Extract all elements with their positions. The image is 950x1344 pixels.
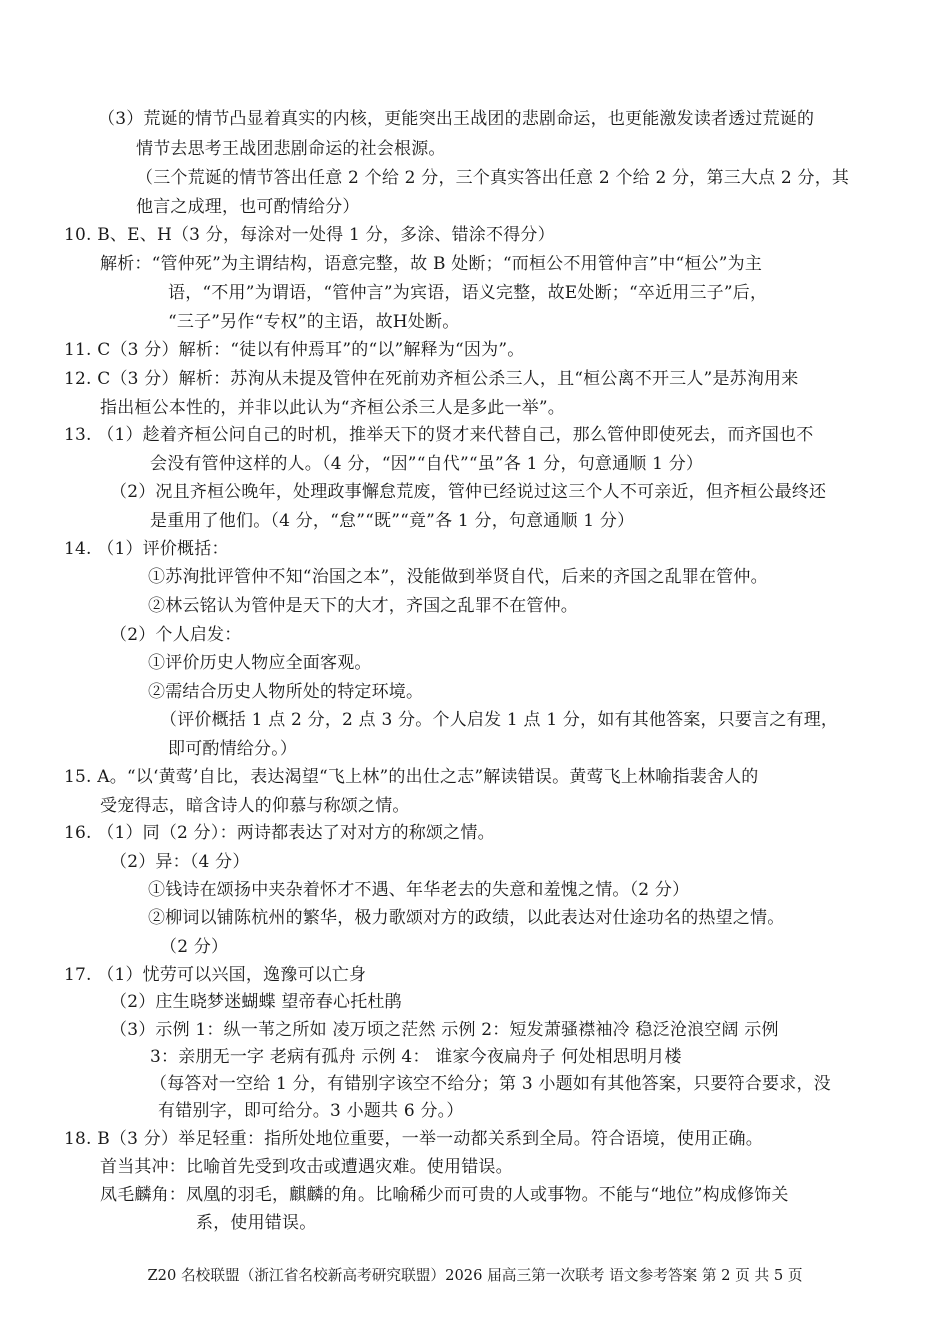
text-line: 10. B、E、H（3 分，每涂对一处得 1 分，多涂、错涂不得分） xyxy=(64,225,555,245)
text-line: 18. B（3 分）举足轻重：指所处地位重要，一举一动都关系到全局。符合语境，使用正确。 xyxy=(64,1129,763,1149)
text-line: ①评价历史人物应全面客观。 xyxy=(148,653,372,673)
text-line: 语，“不用”为谓语，“管仲言”为宾语，语义完整，故E处断；“卒近用三子”后， xyxy=(168,283,768,303)
text-line: ②林云铭认为管仲是天下的大才，齐国之乱罪不在管仲。 xyxy=(148,596,578,616)
text-line: 14. （1）评价概括： xyxy=(64,539,229,559)
text-line: （2）庄生晓梦迷蝴蝶 望帝春心托杜鹃 xyxy=(110,992,402,1012)
text-line: ①苏洵批评管仲不知“治国之本”，没能做到举贤自代，后来的齐国之乱罪在管仲。 xyxy=(148,567,768,587)
text-line: ②柳词以铺陈杭州的繁华，极力歌颂对方的政绩，以此表达对仕途功名的热望之情。 xyxy=(148,908,785,928)
text-line: 受宠得志，暗含诗人的仰慕与称颂之情。 xyxy=(100,796,410,816)
text-line: 13. （1）趁着齐桓公问自己的时机，推举天下的贤才来代替自己，那么管仲即使死去，而齐国也不 xyxy=(64,425,814,445)
page-footer: Z20 名校联盟（浙江省名校新高考研究联盟）2026 届高三第一次联考 语文参考答案 第 2 页 共 5 页 xyxy=(147,1267,803,1284)
text-line: 首当其冲：比喻首先受到攻击或遭遇灾难。使用错误。 xyxy=(100,1157,513,1177)
text-line: （三个荒诞的情节答出任意 2 个给 2 分，三个真实答出任意 2 个给 2 分，第三大点 2 分，其 xyxy=(136,168,850,188)
text-line: （3）荒诞的情节凸显着真实的内核，更能突出王战团的悲剧命运，也更能激发读者透过荒诞的 xyxy=(98,109,815,129)
text-line: （2）况且齐桓公晚年，处理政事懈怠荒废，管仲已经说过这三个人不可亲近，但齐桓公最终还 xyxy=(110,482,827,502)
text-line: 是重用了他们。（4 分，“怠”“既”“竟”各 1 分，句意通顺 1 分） xyxy=(150,511,635,531)
text-line: （2）个人启发： xyxy=(110,625,242,645)
text-line: 12. C（3 分）解析：苏洵从未提及管仲在死前劝齐桓公杀三人，且“桓公离不开三人”是苏洵用来 xyxy=(64,369,799,389)
text-line: 会没有管仲这样的人。（4 分，“因”“自代”“虽”各 1 分，句意通顺 1 分） xyxy=(150,454,704,474)
text-line: 系，使用错误。 xyxy=(196,1213,317,1233)
text-line: （每答对一空给 1 分，有错别字该空不给分；第 3 小题如有其他答案，只要符合要求，没 xyxy=(150,1074,831,1094)
text-line: 16. （1）同（2 分）：两诗都表达了对对方的称颂之情。 xyxy=(64,823,495,843)
text-line: 情节去思考王战团悲剧命运的社会根源。 xyxy=(136,139,446,159)
text-line: 凤毛麟角：凤凰的羽毛，麒麟的角。比喻稀少而可贵的人或事物。不能与“地位”构成修饰关 xyxy=(100,1185,789,1205)
text-line: （2 分） xyxy=(160,937,229,957)
text-line: 指出桓公本性的，并非以此认为“齐桓公杀三人是多此一举”。 xyxy=(100,398,565,418)
text-line: 17. （1）忧劳可以兴国，逸豫可以亡身 xyxy=(64,965,367,985)
text-line: 即可酌情给分。） xyxy=(168,739,298,759)
text-line: 11. C（3 分）解析：“徒以有仲焉耳”的“以”解释为“因为”。 xyxy=(64,340,525,360)
text-line: 3：亲朋无一字 老病有孤舟 示例 4： 谁家今夜扁舟子 何处相思明月楼 xyxy=(150,1047,682,1067)
text-line: （3）示例 1：纵一苇之所如 凌万顷之茫然 示例 2：短发萧骚襟袖冷 稳泛沧浪空阔 示例 xyxy=(110,1020,779,1040)
text-line: 15. A。“以‘黄莺’自比，表达渴望“飞上林”的出仕之志”解读错误。黄莺飞上林喻指裴舍人的 xyxy=(64,767,759,787)
text-line: “三子”另作“专权”的主语，故H处断。 xyxy=(168,312,460,332)
text-line: 解析：“管仲死”为主谓结构，语意完整，故 B 处断；“而桓公不用管仲言”中“桓公”为主 xyxy=(100,254,763,274)
text-line: 他言之成理，也可酌情给分） xyxy=(136,197,360,217)
text-line: 有错别字，即可给分。3 小题共 6 分。） xyxy=(158,1101,464,1121)
text-line: （评价概括 1 点 2 分，2 点 3 分。个人启发 1 点 1 分，如有其他答案，只要言之有理， xyxy=(160,710,839,730)
text-line: ①钱诗在颂扬中夹杂着怀才不遇、年华老去的失意和羞愧之情。（2 分） xyxy=(148,880,690,900)
text-line: （2）异：（4 分） xyxy=(110,852,250,872)
text-line: ②需结合历史人物所处的特定环境。 xyxy=(148,682,424,702)
